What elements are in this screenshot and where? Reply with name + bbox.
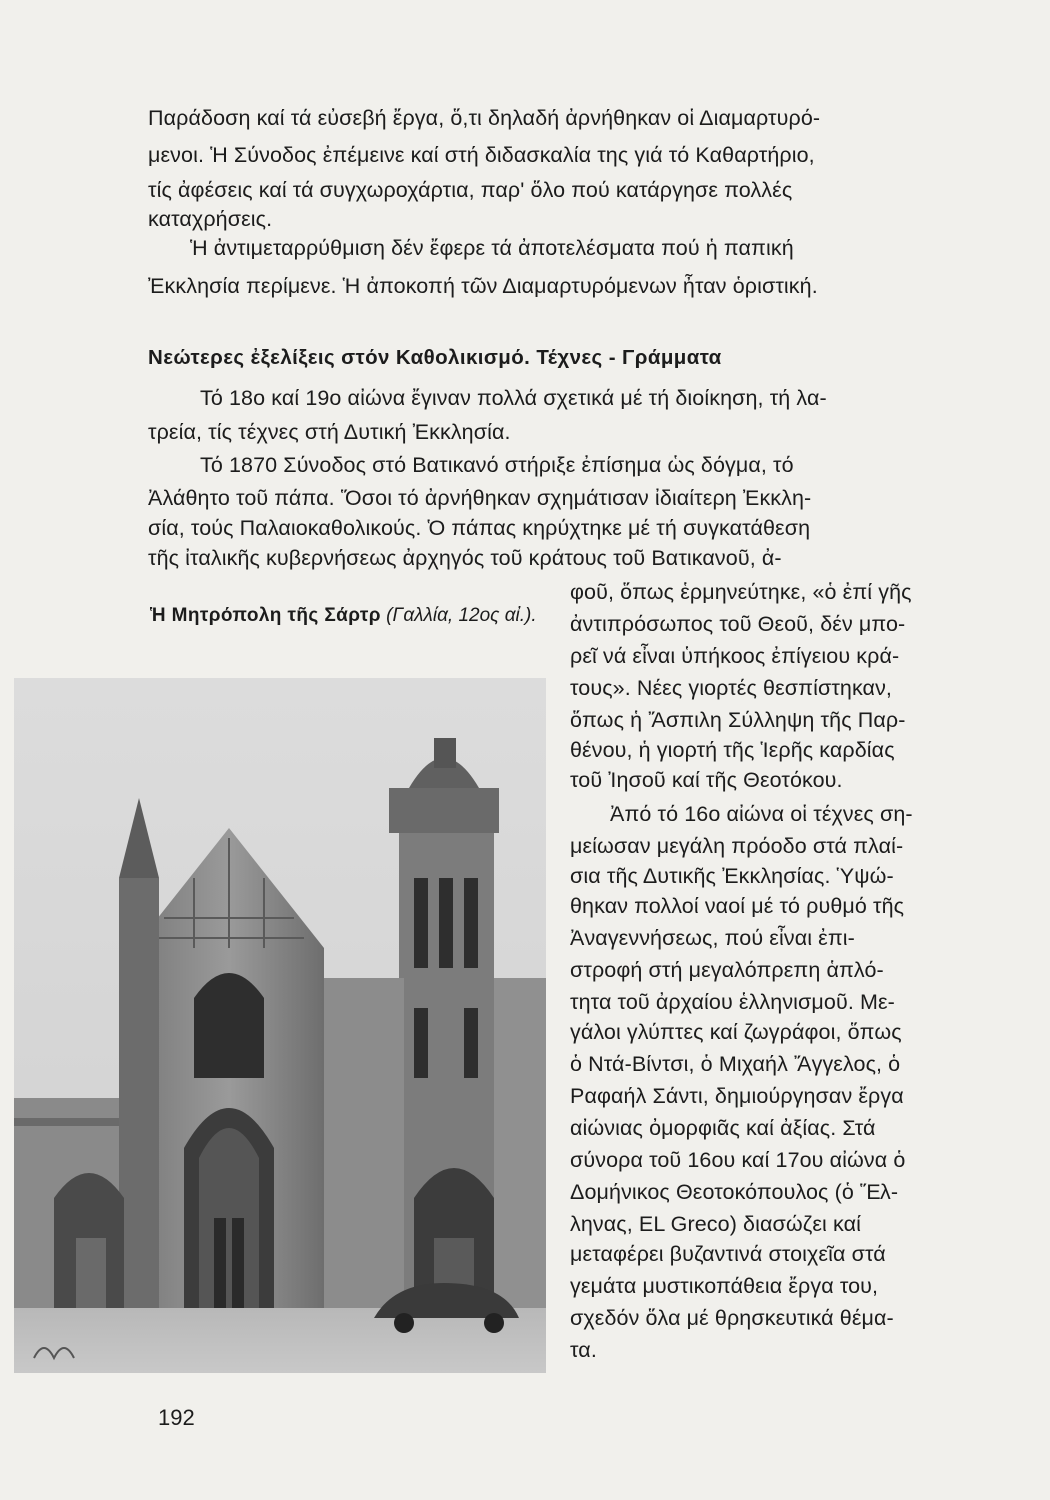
text-line: ἀντιπρόσωπος τοῦ Θεοῦ, δέν μπο-: [570, 612, 906, 636]
text-line: τοῦ Ἰησοῦ καί τῆς Θεοτόκου.: [570, 768, 843, 792]
text-line: Ραφαήλ Σάντι, δημιούργησαν ἔργα: [570, 1084, 904, 1108]
text-line: αἰώνιας ὀμορφιᾶς καί ἀξίας. Στά: [570, 1116, 876, 1140]
text-line: τητα τοῦ ἀρχαίου ἑλληνισμοῦ. Με-: [570, 990, 895, 1014]
text-line: Τό 1870 Σύνοδος στό Βατικανό στήριξε ἐπίσημα ὡς δόγμα, τό: [200, 453, 794, 477]
cathedral-photo: [14, 678, 546, 1373]
caption-title: Ἡ Μητρόπολη τῆς Σάρτρ: [150, 605, 381, 626]
text-line: Ἀπό τό 16ο αἰώνα οἱ τέχνες ση-: [610, 802, 913, 826]
text-line: σχεδόν ὅλα μέ θρησκευτικά θέμα-: [570, 1306, 894, 1330]
text-line: ληνας, EL Greco) διασώζει καί: [570, 1212, 861, 1236]
text-line: Τό 18ο καί 19ο αἰώνα ἔγιναν πολλά σχετικά μέ τή διοίκηση, τή λα-: [200, 386, 827, 410]
text-line: σύνορα τοῦ 16ου καί 17ου αἰώνα ὁ: [570, 1148, 906, 1172]
text-line: τίς ἀφέσεις καί τά συγχωροχάρτια, παρ' ὅλο πού κατάργησε πολλές: [148, 178, 793, 202]
text-line: γεμάτα μυστικοπάθεια ἔργα του,: [570, 1274, 879, 1298]
text-line: Ἀναγεννήσεως, πού εἶναι ἐπι-: [570, 926, 855, 950]
text-line: μεταφέρει βυζαντινά στοιχεῖα στά: [570, 1242, 886, 1266]
caption-detail: (Γαλλία, 12ος αἰ.).: [386, 605, 537, 626]
cathedral-image: [14, 678, 546, 1373]
text-line: σία, τούς Παλαιοκαθολικούς. Ὁ πάπας κηρύχτηκε μέ τή συγκατάθεση: [148, 516, 811, 540]
text-line: γάλοι γλύπτες καί ζωγράφοι, ὅπως: [570, 1020, 902, 1044]
text-line: τους». Νέες γιορτές θεσπίστηκαν,: [570, 676, 893, 700]
text-line: θηκαν πολλοί ναοί μέ τό ρυθμό τῆς: [570, 894, 905, 918]
text-line: καταχρήσεις.: [148, 207, 273, 231]
text-line: Παράδοση καί τά εὐσεβή ἔργα, ὅ,τι δηλαδή ἀρνήθηκαν οἱ Διαμαρτυρό-: [148, 106, 821, 130]
text-line: Ἡ ἀντιμεταρρύθμιση δέν ἔφερε τά ἀποτελέσματα πού ἡ παπική: [190, 236, 794, 260]
text-line: ὁ Ντά-Βίντσι, ὁ Μιχαήλ Ἄγγελος, ὁ: [570, 1052, 901, 1076]
text-line: Δομήνικος Θεοτοκόπουλος (ὁ Ἕλ-: [570, 1180, 899, 1204]
text-line: τῆς ἰταλικῆς κυβερνήσεως ἀρχηγός τοῦ κράτους τοῦ Βατικανοῦ, ἀ-: [148, 546, 782, 570]
text-line: Ἀλάθητο τοῦ πάπα. Ὅσοι τό ἀρνήθηκαν σχημάτισαν ἰδιαίτερη Ἐκκλη-: [148, 486, 812, 510]
text-line: φοῦ, ὅπως ἑρμηνεύτηκε, «ὁ ἐπί γῆς: [570, 580, 912, 604]
page-number: 192: [158, 1405, 195, 1430]
section-heading: Νεώτερες ἐξελίξεις στόν Καθολικισμό. Τέχνες - Γράμματα: [148, 346, 722, 369]
text-line: ὅπως ἡ Ἄσπιλη Σύλληψη τῆς Παρ-: [570, 708, 906, 732]
text-line: σια τῆς Δυτικῆς Ἐκκλησίας. Ὑψώ-: [570, 864, 894, 888]
text-line: Ἐκκλησία περίμενε. Ἡ ἀποκοπή τῶν Διαμαρτυρόμενων ἦταν ὁριστική.: [148, 274, 818, 298]
text-line: μενοι. Ἡ Σύνοδος ἐπέμεινε καί στή διδασκαλία της γιά τό Καθαρτήριο,: [148, 143, 815, 167]
text-line: ρεῖ νά εἶναι ὑπήκοος ἐπίγειου κρά-: [570, 644, 900, 668]
text-line: τα.: [570, 1338, 597, 1362]
text-line: μείωσαν μεγάλη πρόοδο στά πλαί-: [570, 834, 904, 858]
text-line: θένου, ἡ γιορτή τῆς Ἱερῆς καρδίας: [570, 738, 895, 762]
photo-caption: [150, 600, 570, 631]
text-line: τρεία, τίς τέχνες στή Δυτική Ἐκκλησία.: [148, 420, 511, 444]
text-line: στροφή στή μεγαλόπρεπη ἁπλό-: [570, 958, 884, 982]
